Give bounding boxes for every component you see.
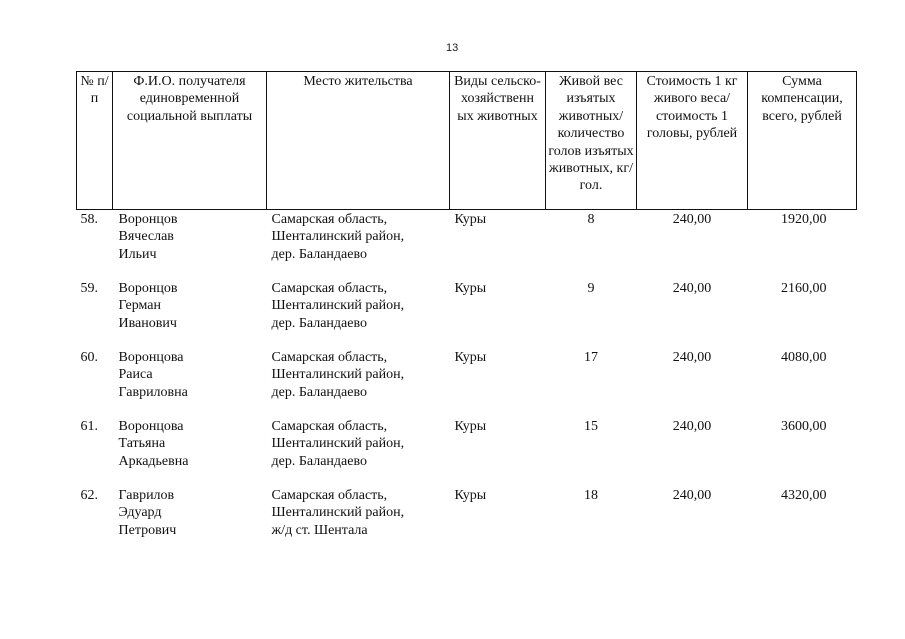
residence-district: Шенталинский район, bbox=[271, 367, 405, 383]
residence-region: Самарская область, bbox=[271, 281, 388, 296]
compensation-table bbox=[76, 71, 857, 556]
patronymic: Петрович bbox=[118, 522, 177, 538]
table-row bbox=[77, 280, 857, 349]
patronymic: Гавриловна bbox=[118, 384, 188, 400]
table-row bbox=[77, 349, 857, 418]
residence-settlement: дер. Баландаево bbox=[271, 246, 367, 262]
table-header-row bbox=[77, 72, 857, 210]
residence bbox=[267, 418, 450, 487]
last-name: Воронцова bbox=[118, 419, 184, 434]
total-sum: 4320,00 bbox=[781, 488, 827, 503]
header-fio: Ф.И.О. получателя единовременной социальной выплаты bbox=[113, 72, 267, 210]
last-name: Воронцова bbox=[118, 350, 184, 365]
residence-settlement: ж/д ст. Шентала bbox=[271, 522, 368, 538]
residence bbox=[267, 349, 450, 418]
total-sum: 4080,00 bbox=[781, 350, 827, 365]
residence bbox=[267, 210, 450, 281]
unit-cost: 240,00 bbox=[672, 212, 712, 227]
animal-kind: Куры bbox=[454, 212, 487, 227]
row-number: 59. bbox=[80, 281, 98, 296]
row-number: 61. bbox=[80, 419, 98, 434]
last-name: Гаврилов bbox=[118, 488, 175, 503]
header-total-sum: Сумма компенсации, всего, рублей bbox=[748, 72, 857, 210]
total-sum: 1920,00 bbox=[781, 212, 827, 227]
first-name: Вячеслав bbox=[118, 229, 174, 245]
residence-district: Шенталинский район, bbox=[271, 505, 405, 521]
header-residence: Место жительства bbox=[267, 72, 450, 210]
live-weight: 9 bbox=[587, 281, 595, 296]
header-unit-cost: Стоимость 1 кг живого веса/стоимость 1 головы, рублей bbox=[637, 72, 748, 210]
unit-cost: 240,00 bbox=[672, 419, 712, 434]
table-row bbox=[77, 210, 857, 281]
first-name: Герман bbox=[118, 298, 161, 314]
recipient-name bbox=[113, 487, 267, 556]
residence-district: Шенталинский район, bbox=[271, 229, 405, 245]
recipient-name bbox=[113, 210, 267, 281]
animal-kind: Куры bbox=[454, 350, 487, 365]
last-name: Воронцов bbox=[118, 212, 178, 227]
total-sum: 3600,00 bbox=[781, 419, 827, 434]
residence-region: Самарская область, bbox=[271, 488, 388, 503]
residence-settlement: дер. Баландаево bbox=[271, 453, 367, 469]
patronymic: Аркадьевна bbox=[118, 453, 189, 469]
table-row bbox=[77, 418, 857, 487]
unit-cost: 240,00 bbox=[672, 350, 712, 365]
live-weight: 17 bbox=[584, 350, 598, 365]
residence-district: Шенталинский район, bbox=[271, 436, 405, 452]
live-weight: 18 bbox=[584, 488, 598, 503]
animal-kind: Куры bbox=[454, 281, 487, 296]
table-row bbox=[77, 487, 857, 556]
residence-region: Самарская область, bbox=[271, 350, 388, 365]
page-number: 13 bbox=[446, 42, 459, 54]
header-animal-kind: Виды сельско-хозяйственн ых животных bbox=[450, 72, 546, 210]
unit-cost: 240,00 bbox=[672, 488, 712, 503]
header-live-weight: Живой вес изъятых животных/ количество голов изъятых животных, кг/гол. bbox=[546, 72, 637, 210]
recipient-name bbox=[113, 349, 267, 418]
residence-region: Самарская область, bbox=[271, 419, 388, 434]
live-weight: 8 bbox=[587, 212, 595, 227]
row-number: 62. bbox=[80, 488, 98, 503]
residence bbox=[267, 280, 450, 349]
recipient-name bbox=[113, 418, 267, 487]
residence-district: Шенталинский район, bbox=[271, 298, 405, 314]
first-name: Татьяна bbox=[118, 436, 166, 452]
unit-cost: 240,00 bbox=[672, 281, 712, 296]
patronymic: Ильич bbox=[118, 246, 157, 262]
residence-region: Самарская область, bbox=[271, 212, 388, 227]
header-number: № п/п bbox=[77, 72, 113, 210]
row-number: 60. bbox=[80, 350, 98, 365]
live-weight: 15 bbox=[584, 419, 598, 434]
patronymic: Иванович bbox=[118, 315, 177, 331]
residence-settlement: дер. Баландаево bbox=[271, 315, 367, 331]
first-name: Эдуард bbox=[118, 505, 162, 521]
row-number: 58. bbox=[80, 212, 98, 227]
residence-settlement: дер. Баландаево bbox=[271, 384, 367, 400]
first-name: Раиса bbox=[118, 367, 153, 383]
last-name: Воронцов bbox=[118, 281, 178, 296]
recipient-name bbox=[113, 280, 267, 349]
animal-kind: Куры bbox=[454, 419, 487, 434]
residence bbox=[267, 487, 450, 556]
animal-kind: Куры bbox=[454, 488, 487, 503]
total-sum: 2160,00 bbox=[781, 281, 827, 296]
